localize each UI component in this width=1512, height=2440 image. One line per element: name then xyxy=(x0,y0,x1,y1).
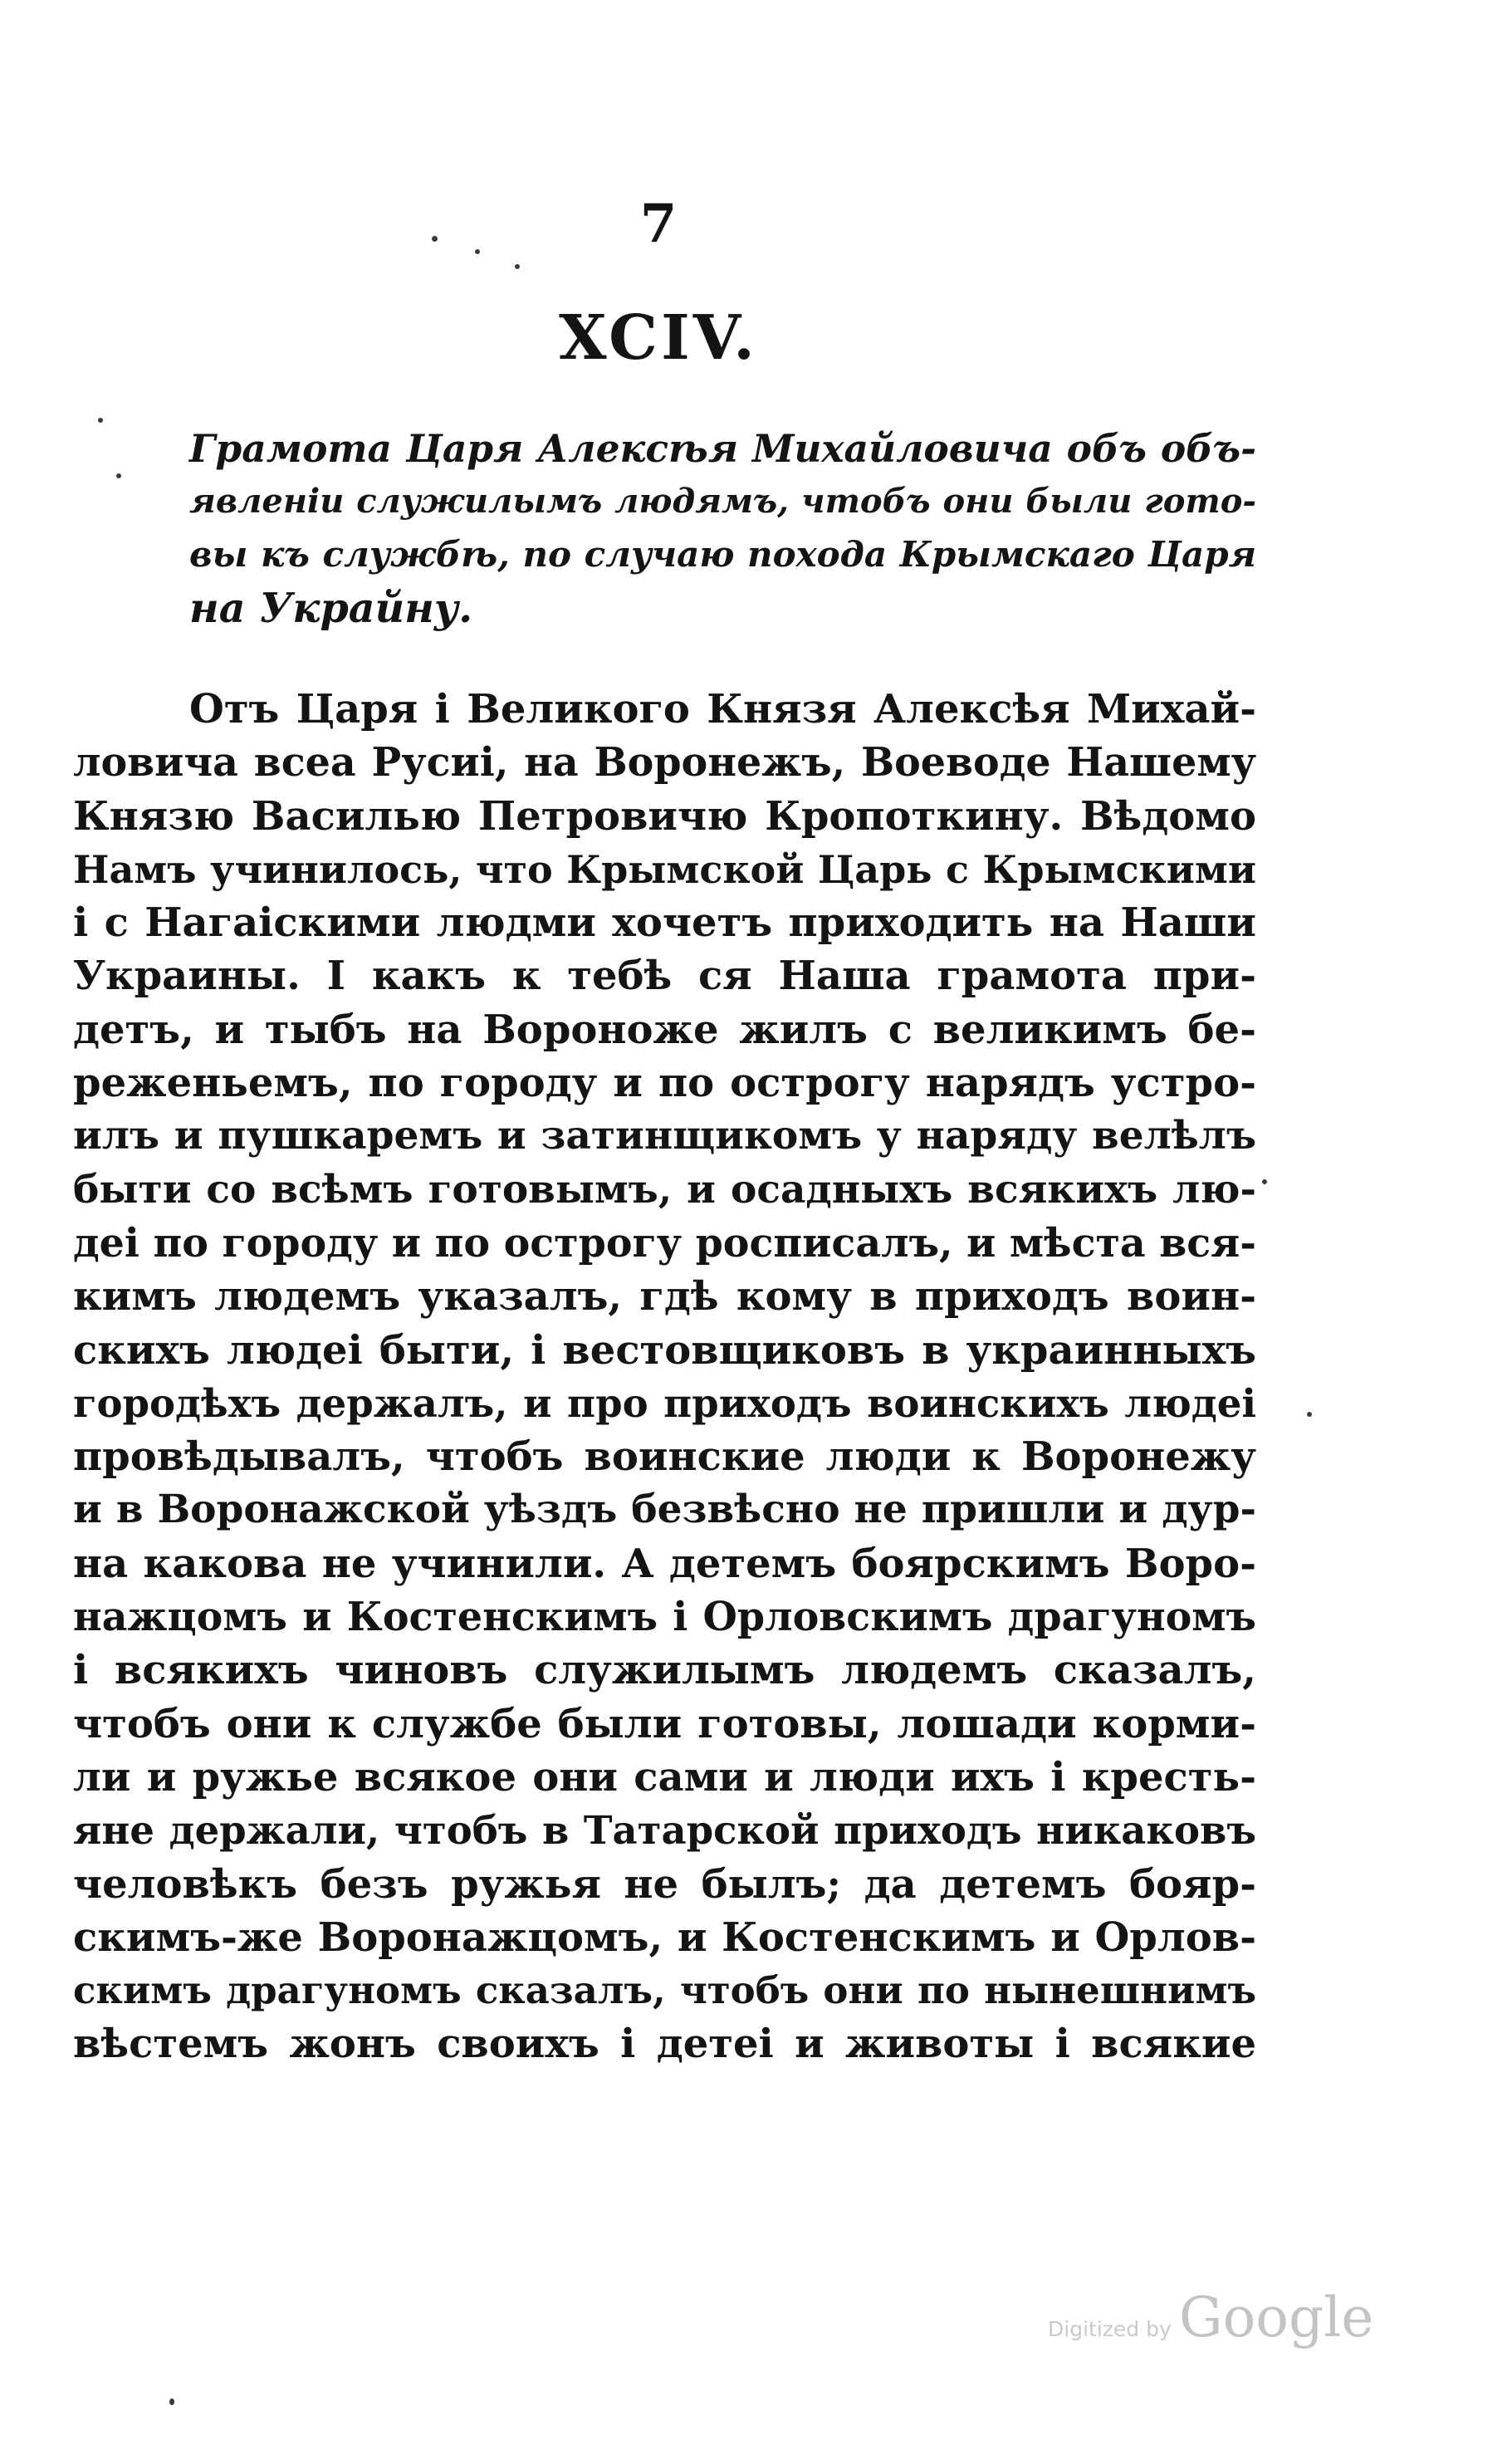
body-line: провѣдывалъ, чтобъ воинские люди к Воронежу xyxy=(73,1433,1256,1481)
scan-speck xyxy=(116,473,121,478)
body-line: человѣкъ безъ ружья не былъ; да детемъ бояр- xyxy=(73,1860,1256,1908)
scan-speck xyxy=(475,249,480,254)
body-line: детъ, и тыбъ на Вороноже жилъ с великимъ бе- xyxy=(73,1006,1256,1053)
body-line: скимъ драгуномъ сказалъ, чтобъ они по нынешнимъ xyxy=(73,1968,1256,2013)
page-number: 7 xyxy=(639,193,678,255)
body-line: и в Воронажской уѣздъ безвѣсно не пришли и дур- xyxy=(73,1487,1256,1533)
document-number: XCIV. xyxy=(559,302,758,374)
body-line: на какова не учинили. А детемъ боярскимъ Воро- xyxy=(73,1540,1256,1587)
digitized-by-label: Digitized by xyxy=(1048,2317,1172,2341)
google-wordmark: Google xyxy=(1178,2286,1374,2349)
body-line: яне держали, чтобъ в Татарской приходъ никаковъ xyxy=(73,1807,1256,1854)
body-line: нажцомъ и Костенскимъ і Орловскимъ драгуномъ xyxy=(73,1594,1256,1641)
body-line: реженьемъ, по городу и по острогу нарядъ устро- xyxy=(73,1060,1256,1107)
body-line: і всякихъ чиновъ служилымъ людемъ сказалъ, xyxy=(73,1647,1256,1694)
digitized-watermark xyxy=(1048,2286,1373,2349)
body-line: і с Нагаіскими людми хочетъ приходить на Наши xyxy=(73,899,1256,947)
body-line: ли и ружье всякое они сами и люди ихъ і кресть- xyxy=(73,1753,1256,1801)
body-line: ловича всеа Русиі, на Воронежъ, Воеводе Нашему xyxy=(73,739,1256,786)
body-line: чтобъ они к службе были готовы, лошади корми- xyxy=(73,1700,1256,1747)
body-line: кимъ людемъ указалъ, гдѣ кому в приходъ воин- xyxy=(73,1273,1256,1320)
body-line: Князю Василью Петровичю Кропоткину. Вѣдомо xyxy=(73,792,1256,840)
body-line: Украины. І какъ к тебѣ ся Наша грамота при- xyxy=(73,953,1256,1000)
body-line: городѣхъ держалъ, и про приходъ воинскихъ людеі xyxy=(73,1379,1256,1426)
scan-speck xyxy=(169,2398,174,2405)
body-line: скимъ-же Воронажцомъ, и Костенскимъ и Орлов- xyxy=(73,1913,1256,1961)
body-line: быти со всѣмъ готовымъ, и осадныхъ всякихъ лю- xyxy=(73,1166,1256,1213)
body-line: Отъ Царя і Великого Князя Алексѣя Михай- xyxy=(189,686,1256,732)
heading-line: Грамота Царя Алексѣя Михайловича объ объ- xyxy=(189,426,1256,471)
body-line: деі по городу и по острогу росписалъ, и мѣста вся- xyxy=(73,1219,1256,1267)
scan-speck xyxy=(1262,1179,1267,1184)
body-line: вѣстемъ жонъ своихъ і детеі и животы і всякие xyxy=(73,2021,1256,2068)
heading-line: явленіи служилымъ людямъ, чтобъ они были гото- xyxy=(189,482,1256,521)
heading-line: вы къ службѣ, по случаю похода Крымскаго Царя xyxy=(189,534,1256,575)
body-line: скихъ людеі быти, і вестовщиковъ в украинныхъ xyxy=(73,1326,1256,1374)
scan-speck xyxy=(432,236,438,242)
body-line: Намъ учинилось, что Крымской Царь с Крымскими xyxy=(73,846,1256,892)
scan-speck xyxy=(1307,1412,1312,1417)
document-heading xyxy=(189,422,1256,634)
scan-speck xyxy=(515,264,520,269)
body-line: илъ и пушкаремъ и затинщикомъ у наряду велѣлъ xyxy=(73,1113,1256,1159)
document-body xyxy=(73,683,1256,2071)
scan-speck xyxy=(98,418,103,423)
heading-line: на Украйну. xyxy=(189,584,473,632)
